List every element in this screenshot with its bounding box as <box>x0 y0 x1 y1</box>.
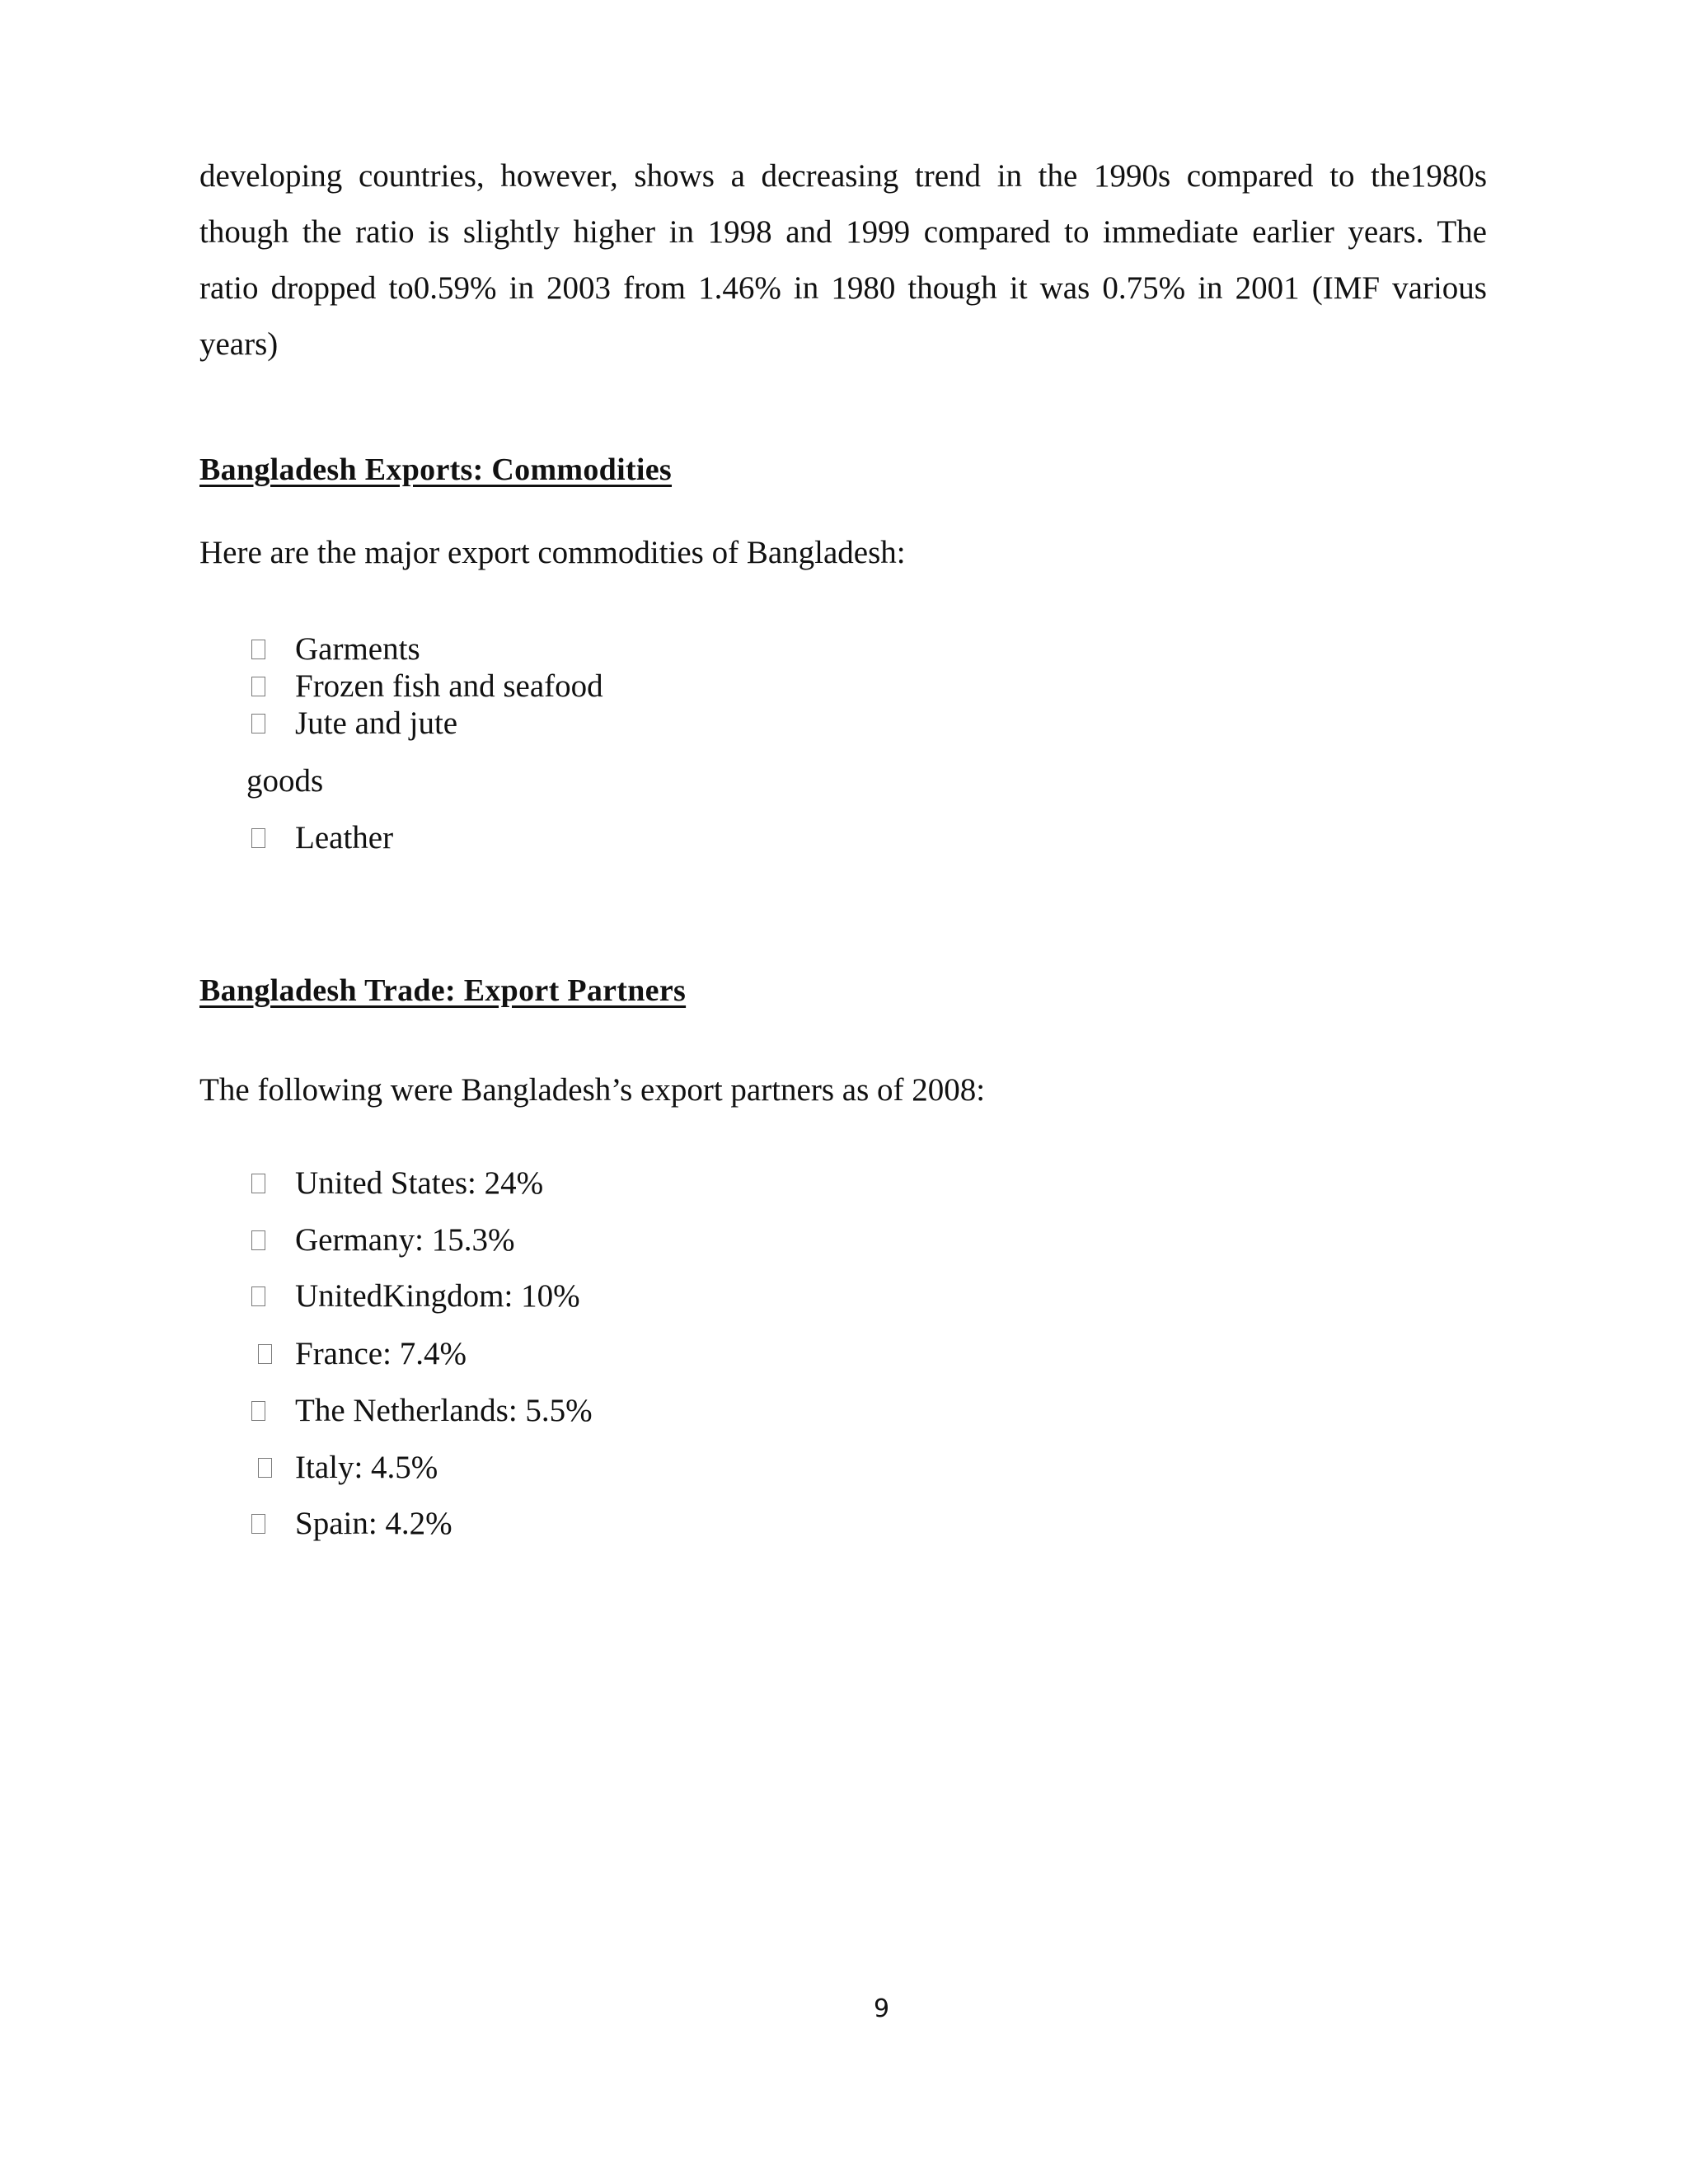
partners-intro: The following were Bangladesh’s export partners as of 2008: <box>199 1072 986 1108</box>
bullet-box-icon <box>251 1286 265 1306</box>
intro-paragraph <box>199 148 1487 373</box>
list-item-label: Germany: 15.3% <box>295 1222 515 1258</box>
list-item <box>258 1335 467 1372</box>
list-item-label: Italy: 4.5% <box>295 1450 438 1485</box>
list-item <box>258 1449 438 1486</box>
paragraph-line: ratio dropped to0.59% in 2003 from 1.46% in 1980 though it was 0.75% in 2001 (IMF various <box>199 270 1487 306</box>
list-item <box>251 1165 543 1202</box>
bullet-box-icon <box>251 714 265 733</box>
list-item <box>251 668 603 705</box>
list-item-label: Leather <box>295 820 394 855</box>
paragraph-line: though the ratio is slightly higher in 1998 and 1999 compared to immediate earlier years. The <box>199 214 1487 250</box>
list-item-label: Spain: 4.2% <box>295 1506 452 1541</box>
list-item <box>251 1221 514 1258</box>
list-item-label: France: 7.4% <box>295 1336 467 1371</box>
bullet-box-icon <box>251 1230 265 1250</box>
commodities-intro: Here are the major export commodities of Bangladesh: <box>199 535 906 570</box>
bullet-box-icon <box>251 1514 265 1534</box>
list-item <box>251 630 420 668</box>
list-item-label: Garments <box>295 631 420 667</box>
bullet-box-icon <box>251 677 265 696</box>
page-number: 9 <box>874 1994 890 2023</box>
list-item <box>251 1277 580 1315</box>
bullet-box-icon <box>251 1401 265 1421</box>
list-item-label: United States: 24% <box>295 1165 544 1201</box>
list-item-continuation: goods <box>246 763 324 799</box>
list-item <box>251 1392 593 1429</box>
bullet-box-icon <box>251 1174 265 1193</box>
list-item <box>251 705 457 742</box>
list-item-label: UnitedKingdom: 10% <box>295 1278 580 1314</box>
section-heading-partners: Bangladesh Trade: Export Partners <box>199 973 687 1008</box>
paragraph-line: developing countries, however, shows a decreasing trend in the 1990s compared to the1980s <box>199 158 1487 194</box>
bullet-box-icon <box>258 1344 272 1364</box>
list-item <box>251 1505 452 1542</box>
list-item-label: The Netherlands: 5.5% <box>295 1393 593 1428</box>
list-item-label: Jute and jute <box>295 705 458 741</box>
bullet-box-icon <box>251 640 265 659</box>
list-item <box>251 819 393 856</box>
paragraph-line: years) <box>199 326 279 362</box>
bullet-box-icon <box>251 828 265 848</box>
bullet-box-icon <box>258 1458 272 1478</box>
section-heading-commodities: Bangladesh Exports: Commodities <box>199 452 673 487</box>
list-item-label: Frozen fish and seafood <box>295 668 603 704</box>
